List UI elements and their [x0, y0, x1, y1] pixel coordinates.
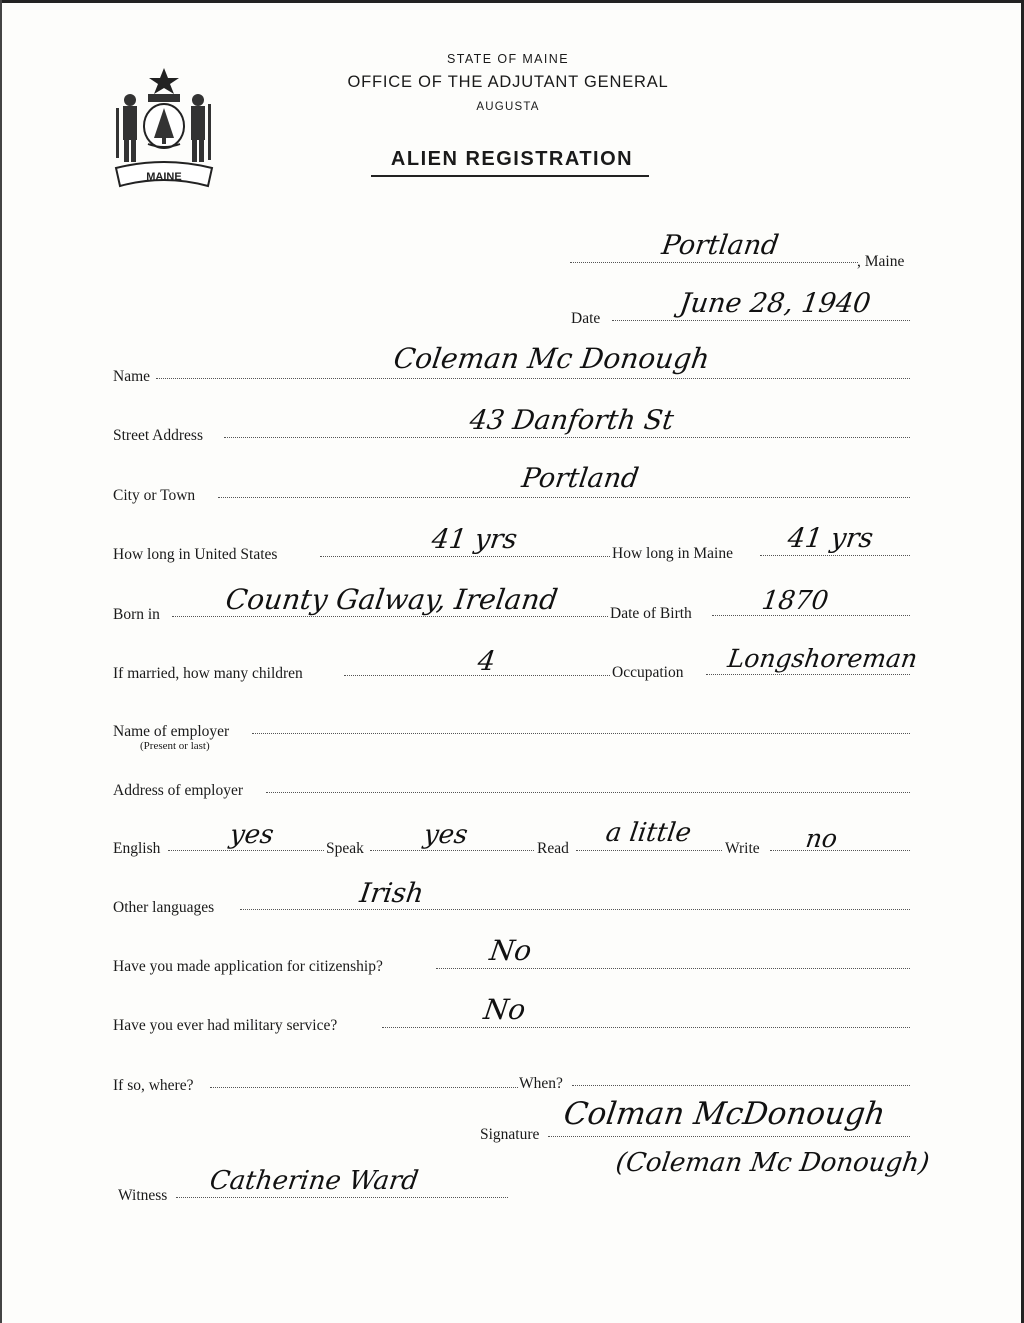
speak-label: Speak — [326, 840, 364, 857]
speak-line — [370, 850, 534, 851]
name-label: Name — [113, 368, 151, 385]
military-label: Have you ever had military service? — [113, 1017, 338, 1034]
years-us-value: 41 yrs — [429, 524, 520, 555]
born-value: County Galway, Ireland — [223, 583, 560, 616]
scan-edge-top — [0, 0, 1024, 3]
english-label: English — [113, 840, 161, 857]
english-value: yes — [227, 820, 276, 850]
name-line — [156, 378, 910, 379]
place-value: Portland — [659, 230, 781, 261]
other-languages-line — [240, 909, 910, 910]
employer-line — [252, 733, 910, 734]
employer-address-line — [266, 792, 910, 793]
employer-label: Name of employer — [113, 723, 230, 740]
city-line — [218, 497, 910, 498]
street-label: Street Address — [113, 427, 203, 444]
english-line — [168, 850, 324, 851]
witness-value: Catherine Ward — [207, 1166, 421, 1196]
born-label: Born in — [113, 606, 160, 623]
employer-sublabel: (Present or last) — [140, 740, 210, 752]
occupation-value: Longshoreman — [725, 644, 920, 673]
occupation-line — [706, 674, 910, 675]
read-line — [576, 850, 722, 851]
years-maine-label: How long in Maine — [612, 545, 733, 562]
date-label: Date — [571, 310, 601, 327]
children-label: If married, how many children — [113, 665, 303, 682]
city-heading: AUGUSTA — [476, 101, 540, 113]
military-value: No — [481, 993, 528, 1026]
city-value: Portland — [519, 463, 641, 494]
title-underline — [371, 175, 649, 177]
office-heading: OFFICE OF THE ADJUTANT GENERAL — [347, 73, 669, 91]
other-languages-label: Other languages — [113, 899, 215, 916]
signature-line — [548, 1136, 910, 1137]
citizenship-line — [436, 968, 910, 969]
city-label: City or Town — [113, 487, 196, 504]
children-value: 4 — [475, 646, 498, 677]
where-label: If so, where? — [113, 1077, 194, 1094]
signature-label: Signature — [480, 1126, 540, 1143]
place-line — [570, 262, 858, 263]
read-label: Read — [537, 840, 569, 857]
when-label: When? — [519, 1075, 563, 1092]
witness-line — [176, 1197, 508, 1198]
born-line — [172, 616, 608, 617]
street-value: 43 Danforth St — [467, 405, 676, 436]
write-line — [770, 850, 910, 851]
state-heading: STATE OF MAINE — [447, 52, 569, 66]
citizenship-value: No — [487, 934, 534, 967]
place-suffix: , Maine — [857, 253, 905, 270]
signature-printed-name: (Coleman Mc Donough) — [613, 1148, 932, 1178]
years-maine-line — [760, 555, 910, 556]
citizenship-label: Have you made application for citizenship? — [113, 958, 383, 975]
form-title: ALIEN REGISTRATION — [390, 148, 634, 170]
when-line — [572, 1085, 910, 1086]
military-line — [382, 1027, 910, 1028]
street-line — [224, 437, 910, 438]
read-value: a little — [603, 818, 694, 848]
other-languages-value: Irish — [357, 878, 426, 909]
write-label: Write — [725, 840, 760, 857]
years-maine-value: 41 yrs — [785, 523, 876, 554]
employer-address-label: Address of employer — [113, 782, 243, 799]
date-value: June 28, 1940 — [677, 288, 873, 319]
scan-edge-left — [0, 0, 2, 1323]
where-line — [210, 1087, 518, 1088]
years-us-label: How long in United States — [113, 546, 278, 563]
occupation-label: Occupation — [612, 664, 684, 681]
dob-value: 1870 — [759, 586, 831, 616]
years-us-line — [320, 556, 610, 557]
name-value: Coleman Mc Donough — [391, 342, 712, 375]
seal-motto: MAINE — [146, 171, 182, 183]
date-line — [612, 320, 910, 321]
speak-value: yes — [421, 820, 470, 850]
dob-label: Date of Birth — [610, 605, 692, 622]
write-value: no — [803, 824, 840, 853]
witness-label: Witness — [118, 1187, 168, 1204]
signature-value: Colman McDonough — [561, 1096, 888, 1132]
